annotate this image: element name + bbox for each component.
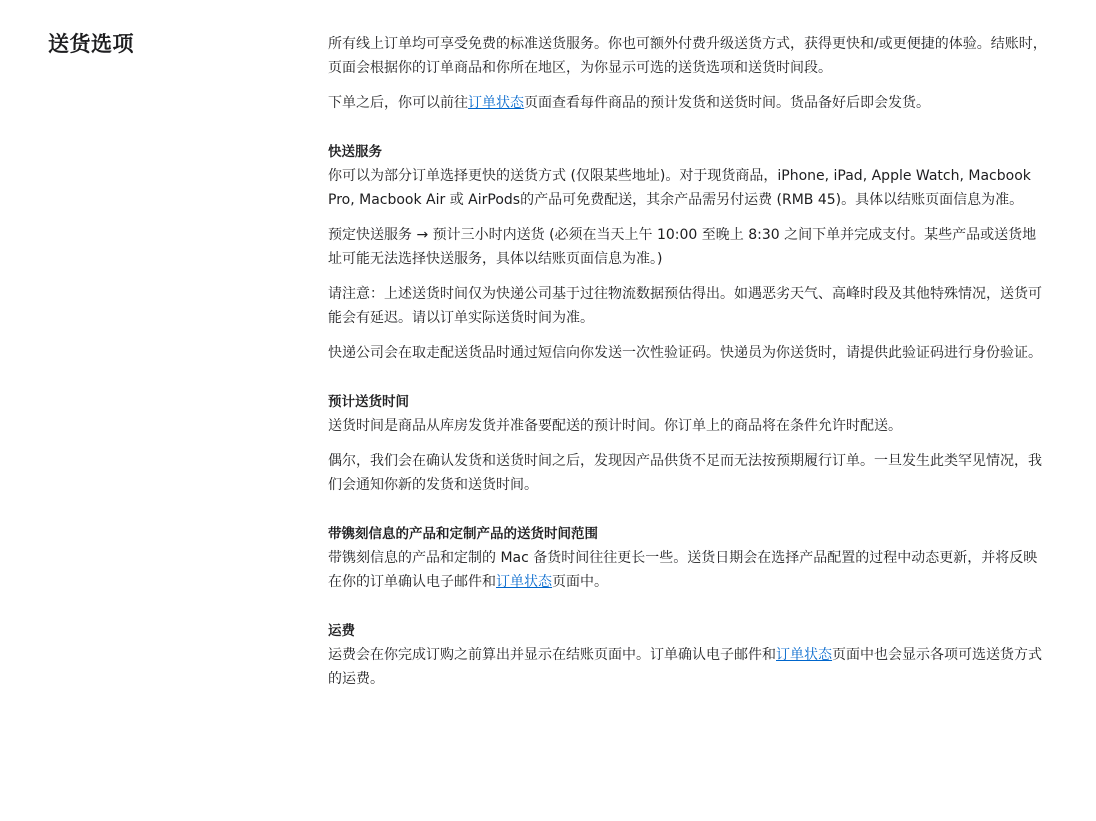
shipping-fee-p1-after: 页面中也会显示各项可选送货方式的运费。 [328,647,1042,687]
order-status-link[interactable]: 订单状态 [776,647,832,663]
engraved-p1-before: 带镌刻信息的产品和定制的 Mac 备货时间往往更长一些。送货日期会在选择产品配置的过程中动态更新，并将反映在你的订单确认电子邮件和 [328,550,1038,590]
express-paragraph-3: 请注意：上述送货时间仅为快递公司基于过往物流数据预估得出。如遇恶劣天气、高峰时段及其他特殊情况，送货可能会有延迟。请以订单实际送货时间为准。 [328,286,1042,326]
order-status-link[interactable]: 订单状态 [468,95,524,111]
engraved-paragraph-1 [328,546,1048,594]
engraved-heading: 带镌刻信息的产品和定制产品的送货时间范围 [328,526,598,542]
intro-p2-before: 下单之后，你可以前往 [328,95,468,111]
content-column [328,32,1048,691]
express-paragraph-2: 预定快送服务 → 预计三小时内送货 (必须在当天上午 10:00 至晚上 8:30 之间下单并完成支付。某些产品或送货地址可能无法选择快送服务，具体以结账页面信息为准。) [328,227,1037,267]
intro-paragraph-2 [328,91,1048,115]
shipping-fee-p1-before: 运费会在你完成订购之前算出并显示在结账页面中。订单确认电子邮件和 [328,647,776,663]
express-paragraph-1: 你可以为部分订单选择更快的送货方式 (仅限某些地址)。对于现货商品，iPhone, iPad, Apple Watch, Macbook Pro, Macbook Air 或 AirPods的产品可免费配送，其余产品需另付运费 (RMB 45)。具体以结账页面信息为准。 [328,168,1031,208]
order-status-link[interactable]: 订单状态 [496,574,552,590]
shipping-fee-heading: 运费 [328,623,355,639]
section-title: 送货选项 [48,32,134,56]
express-heading: 快送服务 [328,144,382,160]
estimated-heading: 预计送货时间 [328,394,409,410]
express-paragraph-4: 快递公司会在取走配送货品时通过短信向你发送一次性验证码。快递员为你送货时，请提供此验证码进行身份验证。 [328,345,1042,361]
engraved-p1-after: 页面中。 [552,574,608,590]
shipping-fee-paragraph-1 [328,643,1048,691]
intro-p2-after: 页面查看每件商品的预计发货和送货时间。货品备好后即会发货。 [524,95,930,111]
intro-paragraph-1: 所有线上订单均可享受免费的标准送货服务。你也可额外付费升级送货方式，获得更快和/或更便捷的体验。结账时，页面会根据你的订单商品和你所在地区，为你显示可选的送货选项和送货时间段。 [328,36,1047,76]
estimated-paragraph-2: 偶尔，我们会在确认发货和送货时间之后，发现因产品供货不足而无法按预期履行订单。一旦发生此类罕见情况，我们会通知你新的发货和送货时间。 [328,453,1042,493]
estimated-paragraph-1: 送货时间是商品从库房发货并准备要配送的预计时间。你订单上的商品将在条件允许时配送。 [328,418,902,434]
